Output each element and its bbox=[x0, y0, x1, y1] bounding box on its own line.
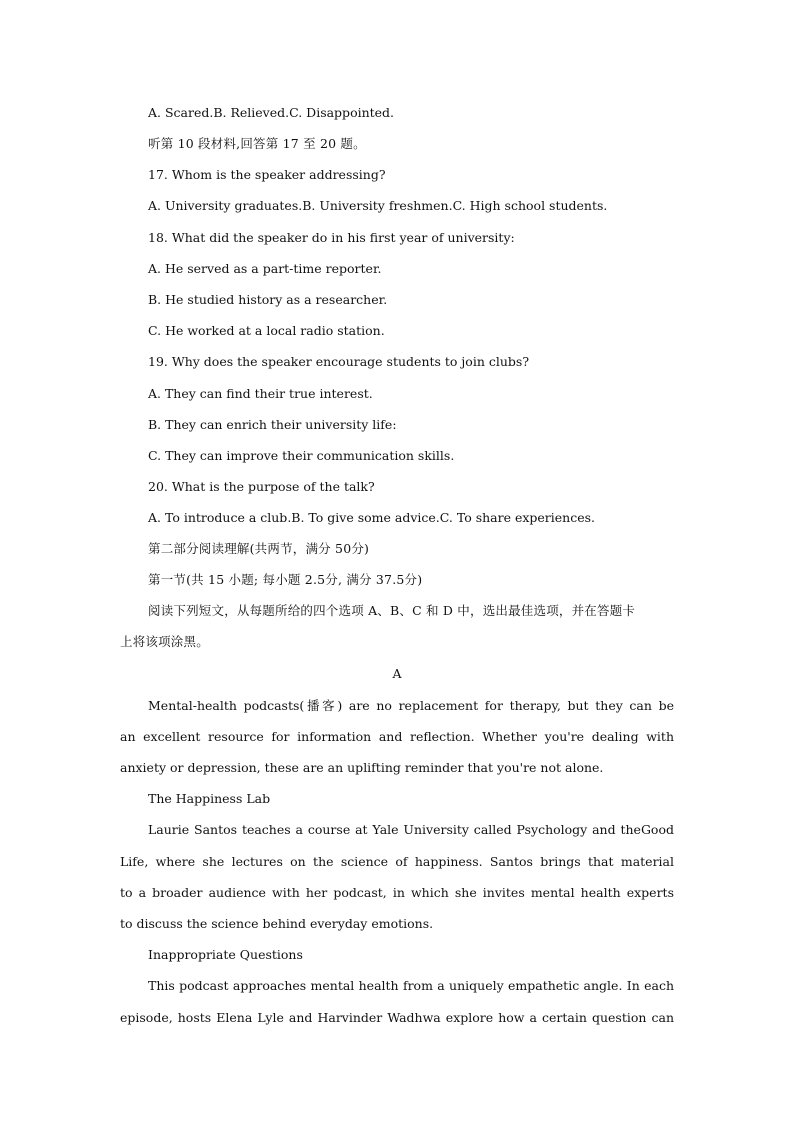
q19-option-c: C. They can improve their communication skills. bbox=[148, 448, 455, 463]
q19-option-b: B. They can enrich their university life: bbox=[148, 417, 397, 432]
reading-instruction-line2: 上将该项涂黑。 bbox=[120, 634, 209, 649]
q20-question: 20. What is the purpose of the talk? bbox=[148, 479, 375, 494]
passage-label: A bbox=[392, 666, 402, 681]
q19-question: 19. Why does the speaker encourage students to join clubs? bbox=[148, 354, 530, 369]
part-two-title: 第二部分阅读理解(共两节，满分 50分) bbox=[148, 541, 370, 556]
para2-line1: Laurie Santos teaches a course at Yale University called Psychology and theGood bbox=[148, 822, 674, 837]
q19-option-a: A. They can find their true interest. bbox=[148, 386, 373, 401]
section10-instruction: 听第 10 段材料,回答第 17 至 20 题。 bbox=[148, 136, 366, 151]
heading-inappropriate-questions: Inappropriate Questions bbox=[148, 947, 303, 962]
para2-line2: Life, where she lectures on the science of happiness. Santos brings that material bbox=[120, 854, 674, 869]
heading-happiness-lab: The Happiness Lab bbox=[148, 791, 271, 806]
q18-option-a: A. He served as a part-time reporter. bbox=[148, 261, 382, 276]
reading-instruction-line1: 阅读下列短文，从每题所给的四个选项 A、B、C 和 D 中，选出最佳选项，并在答题卡 bbox=[148, 603, 636, 618]
para2-line3: to a broader audience with her podcast, in which she invites mental health experts bbox=[120, 885, 674, 900]
para2-line4: to discuss the science behind everyday emotions. bbox=[120, 916, 434, 931]
q17-options: A. University graduates.B. University freshmen.C. High school students. bbox=[148, 198, 608, 213]
para1-line3: anxiety or depression, these are an uplifting reminder that you're not alone. bbox=[120, 760, 604, 775]
para3-line2: episode, hosts Elena Lyle and Harvinder Wadhwa explore how a certain question can bbox=[120, 1010, 674, 1025]
section-one-title: 第一节(共 15 小题; 每小题 2.5分, 满分 37.5分) bbox=[148, 572, 423, 587]
q17-question: 17. Whom is the speaker addressing? bbox=[148, 167, 386, 182]
para3-line1: This podcast approaches mental health from a uniquely empathetic angle. In each bbox=[148, 978, 674, 993]
q16-options: A. Scared.B. Relieved.C. Disappointed. bbox=[148, 105, 395, 120]
para1-line1: Mental-health podcasts(播客) are no replacement for therapy, but they can be bbox=[148, 698, 674, 713]
q18-question: 18. What did the speaker do in his first year of university: bbox=[148, 230, 515, 245]
q18-option-c: C. He worked at a local radio station. bbox=[148, 323, 385, 338]
q18-option-b: B. He studied history as a researcher. bbox=[148, 292, 388, 307]
q20-options: A. To introduce a club.B. To give some advice.C. To share experiences. bbox=[148, 510, 596, 525]
para1-line2: an excellent resource for information and reflection. Whether you're dealing with bbox=[120, 729, 674, 744]
